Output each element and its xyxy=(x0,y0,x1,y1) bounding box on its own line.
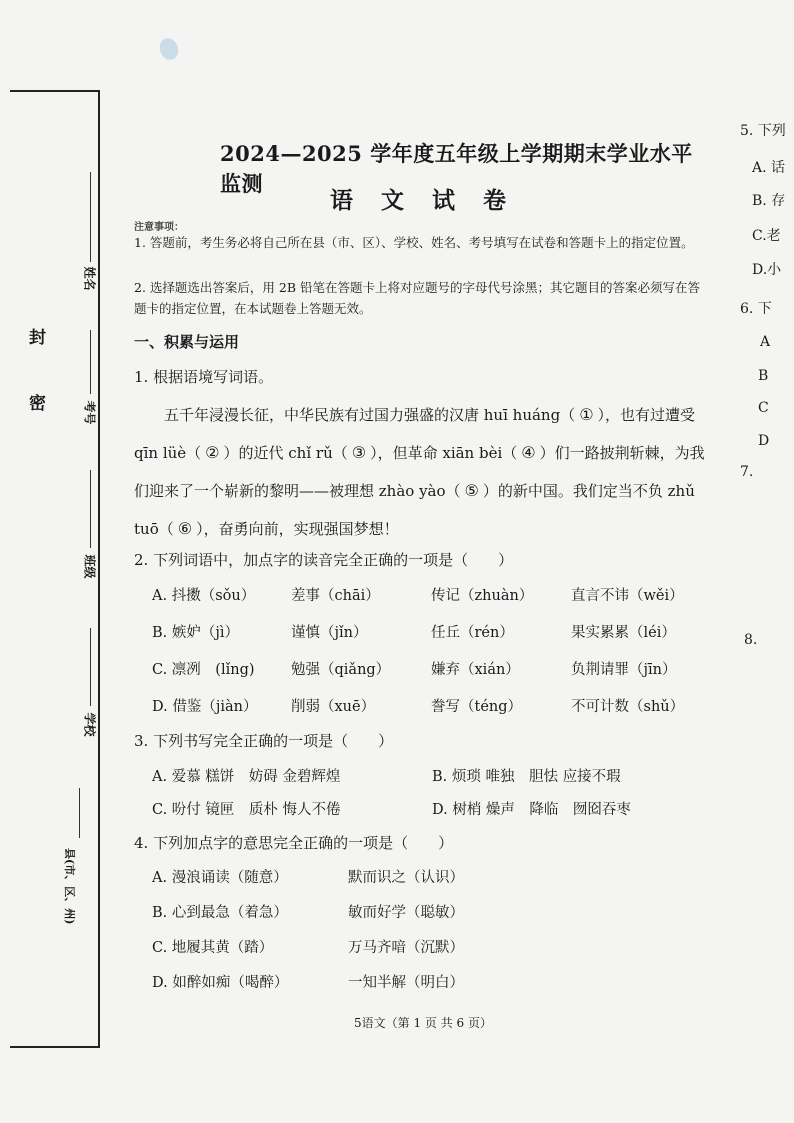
seal-char: 封 xyxy=(29,328,46,348)
option-cell: 传记（zhuàn） xyxy=(431,588,534,604)
exam-number-label: 考号 xyxy=(82,400,97,425)
next-page-line: D.小 xyxy=(752,262,782,278)
option-row[interactable] xyxy=(152,901,712,936)
next-page-line: A. 话 xyxy=(752,160,786,176)
next-page-line: C xyxy=(758,400,769,416)
exam-subtitle: 语 文 试 卷 xyxy=(329,187,517,214)
option-cell: 谨慎（jǐn） xyxy=(291,625,368,641)
county-field[interactable] xyxy=(60,848,80,968)
option-cell: 不可计数（shǔ） xyxy=(571,699,685,715)
school-line xyxy=(90,628,91,706)
name-field[interactable] xyxy=(78,172,102,291)
question-4-stem: 4. 下列加点字的意思完全正确的一项是（ ） xyxy=(134,834,454,852)
class-label: 班级 xyxy=(82,554,97,579)
exam-title: 2024—2025 学年度五年级上学期期末学业水平监测 xyxy=(220,141,693,196)
next-page-line: A xyxy=(760,334,771,350)
option-cell: 一知半解（明白） xyxy=(348,975,464,991)
blank-6[interactable]: ⑥ xyxy=(177,519,193,538)
option-row[interactable] xyxy=(152,936,712,971)
option-cell: A. 抖擞（sǒu） xyxy=(152,588,256,604)
next-page-line: D xyxy=(758,433,770,449)
section-heading: 一、积累与运用 xyxy=(134,333,240,351)
exam-number-line xyxy=(90,330,91,394)
question-1-stem: 1. 根据语境写词语。 xyxy=(134,368,274,386)
option-cell: 万马齐喑（沉默） xyxy=(348,940,464,956)
next-page-line: 6. 下 xyxy=(740,301,772,317)
option-cell: 削弱（xuē） xyxy=(291,699,376,715)
next-page-line: C.老 xyxy=(752,228,781,244)
option-cell: 嫌弃（xián） xyxy=(431,662,520,678)
question-2-options xyxy=(152,584,712,732)
county-label: 县(市、区、州) xyxy=(63,848,76,925)
next-page-line: B xyxy=(758,368,769,384)
option-cell: B. 心到最急（着急） xyxy=(152,905,288,921)
option-row[interactable] xyxy=(152,658,712,695)
option-cell: 敏而好学（聪敏） xyxy=(348,905,464,921)
option-cell: 誊写（téng） xyxy=(431,699,523,715)
next-page-line: 8. xyxy=(744,632,758,648)
option-row[interactable] xyxy=(152,798,712,831)
blank-3[interactable]: ③ xyxy=(351,443,367,462)
question-3-options xyxy=(152,765,712,831)
option-cell: 默而识之（认识） xyxy=(348,870,464,886)
option-row[interactable] xyxy=(152,621,712,658)
question-1-passage: 五千年浸漫长征，中华民族有过国力强盛的汉唐 huī huáng（ ① ），也有过遭受 qīn lüè（ ② ）的近代 chǐ rǔ（ ③ ），但革命 xiān bèi（ ④ ）们一路披荆斩棘，为我们迎来了一个崭新的黎明——被理想 zhào yào（ ⑤ ）的新中国。我们定当不负 zhǔ tuō（ ⑥ ），奋勇向前，实现强国梦想！ xyxy=(134,405,705,538)
option-row[interactable] xyxy=(152,695,712,732)
school-label: 学校 xyxy=(82,712,97,737)
option-row[interactable] xyxy=(152,866,712,901)
county-line xyxy=(79,788,80,838)
option-cell: A. 漫浪诵读（随意） xyxy=(152,870,288,886)
blank-1[interactable]: ① xyxy=(579,405,594,424)
exam-paper xyxy=(128,0,718,1123)
question-2-stem: 2. 下列词语中，加点字的读音完全正确的一项是（ ） xyxy=(134,551,514,569)
option-cell: C. 地履其黄（踏） xyxy=(152,940,274,956)
note-2: 2. 选择题选出答案后，用 2B 铅笔在答题卡上将对应题号的字母代号涂黑；其它题目的答案必须写在答题卡的指定位置，在本试题卷上答题无效。 xyxy=(134,280,700,316)
option-cell: 负荆请罪（jīn） xyxy=(571,662,677,678)
question-4-options xyxy=(152,866,712,1006)
option-cell: B. 烦琐 唯独 胆怯 应接不瑕 xyxy=(432,769,621,785)
option-cell: D. 借鉴（jiàn） xyxy=(152,699,258,715)
next-page-line: B. 存 xyxy=(752,193,786,209)
next-page-line: 5. 下列 xyxy=(740,123,786,139)
option-cell: D. 如醉如痴（喝醉） xyxy=(152,975,289,991)
option-cell: C. 凛冽 (lǐng) xyxy=(152,662,255,678)
option-row[interactable] xyxy=(152,765,712,798)
option-cell: D. 树梢 燥声 降临 囫囵吞枣 xyxy=(432,802,631,818)
next-page-edge xyxy=(736,0,794,1123)
option-cell: A. 爱慕 糕饼 妨碍 金碧辉煌 xyxy=(152,769,341,785)
school-field[interactable] xyxy=(78,628,102,737)
option-row[interactable] xyxy=(152,584,712,621)
next-page-line: 7. xyxy=(740,464,754,480)
name-line xyxy=(90,172,91,262)
page-footer: 5语文（第 1 页 共 6 页） xyxy=(354,1016,492,1030)
note-1: 1. 答题前，考生务必将自己所在县（市、区）、学校、姓名、考号填写在试卷和答题卡上的指定位置。 xyxy=(134,235,694,250)
option-cell: 勉强（qiǎng） xyxy=(291,662,391,678)
option-cell: 差事（chāi） xyxy=(291,588,380,604)
option-cell: 直言不讳（wěi） xyxy=(571,588,684,604)
option-row[interactable] xyxy=(152,971,712,1006)
option-cell: B. 嫉妒（jì） xyxy=(152,625,240,641)
option-cell: 果实累累（léi） xyxy=(571,625,676,641)
class-line xyxy=(90,470,91,548)
seal-char: 密 xyxy=(29,394,46,414)
option-cell: 任丘（rén） xyxy=(431,625,514,641)
blank-5[interactable]: ⑤ xyxy=(464,481,479,500)
notice-header: 注意事项： xyxy=(134,222,184,233)
blank-2[interactable]: ② xyxy=(205,443,220,462)
option-cell: C. 吩付 镜匣 质朴 悔人不倦 xyxy=(152,802,341,818)
exam-number-field[interactable] xyxy=(78,330,102,425)
name-label: 姓名 xyxy=(82,266,97,291)
blank-4[interactable]: ④ xyxy=(521,443,536,462)
class-field[interactable] xyxy=(78,470,102,579)
question-3-stem: 3. 下列书写完全正确的一项是（ ） xyxy=(134,732,394,750)
